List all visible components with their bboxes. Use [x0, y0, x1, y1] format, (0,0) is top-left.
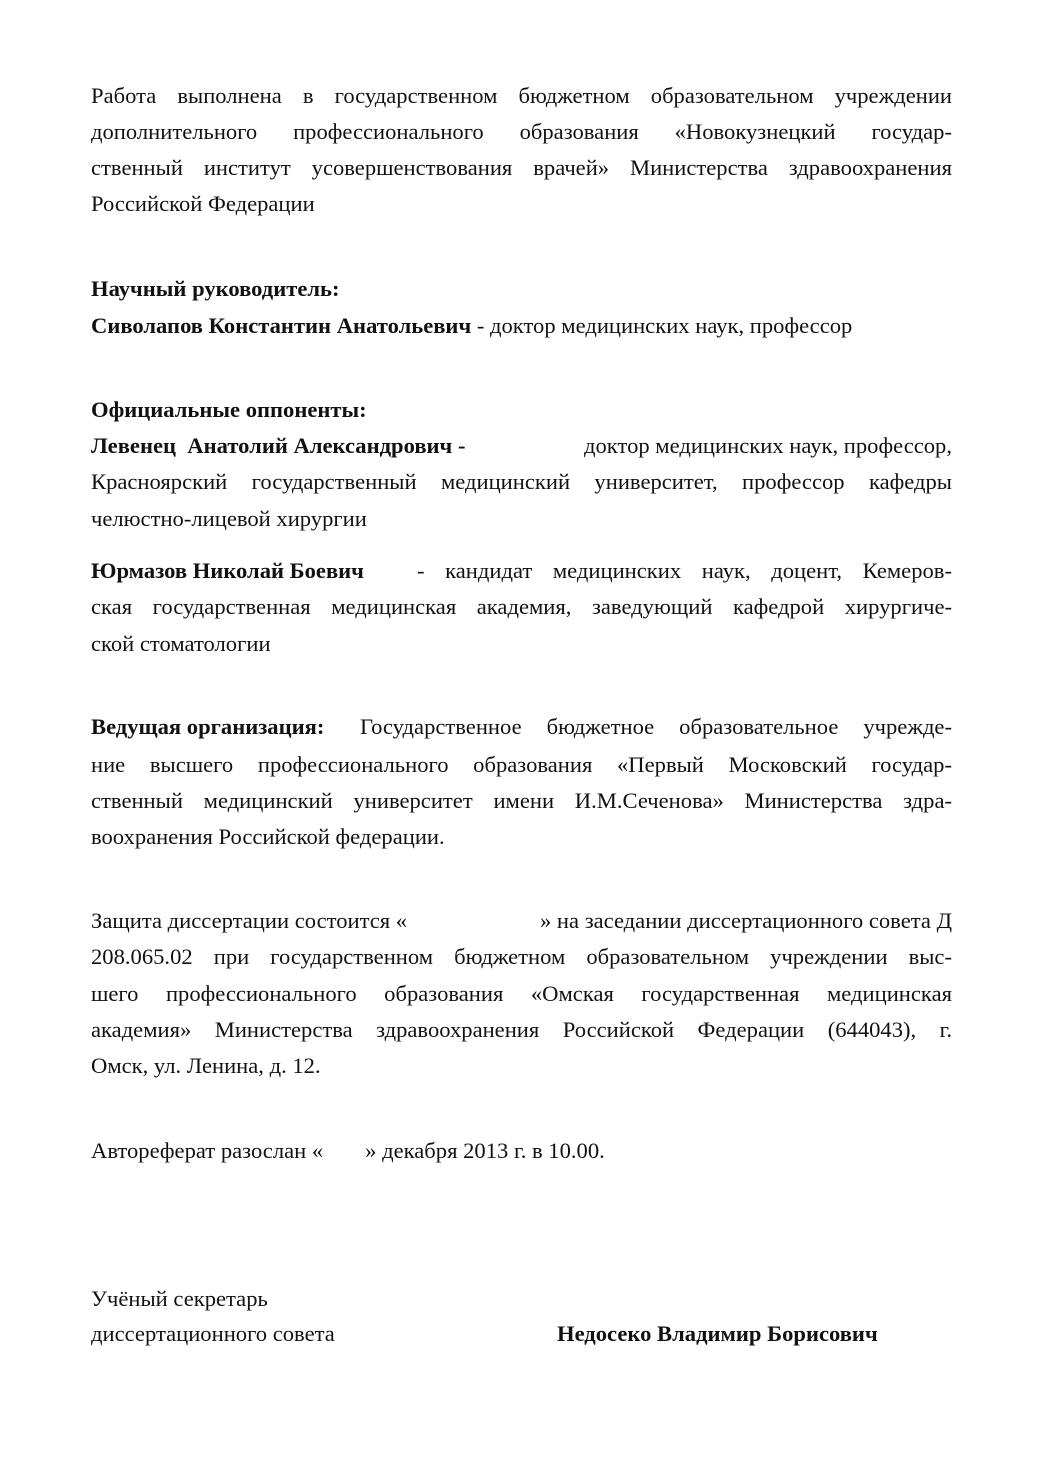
lead-org-line-1 [91, 713, 952, 741]
defense-text-b: » на заседании диссертационного совета Д [539, 908, 952, 933]
defense-line-5: Омск, ул. Ленина, д. 12. [91, 1053, 321, 1078]
lead-org-label: Ведущая организация: [91, 714, 325, 739]
defense-text-a: Защита диссертации состоится « [91, 908, 408, 933]
defense-line-3: шего профессионального образования «Омская государственная медицинская [91, 981, 952, 1006]
supervisor-heading: Научный руководитель: [91, 276, 340, 301]
affiliation-line-1: Работа выполнена в государственном бюджетном образовательном учреждении [91, 83, 952, 108]
affiliation-line-3: ственный институт усовершенствования врачей» Министерства здравоохранения [91, 155, 952, 180]
supervisor-line [91, 312, 952, 340]
opponent-1-line-2: Красноярский государственный медицинский университет, профессор кафедры [91, 469, 952, 494]
lead-org-desc: Государственное бюджетное образовательное учрежде- [360, 714, 952, 739]
affiliation-line-4: Российской Федерации [91, 191, 315, 216]
defense-line-2: 208.065.02 при государственном бюджетном образовательном учреждении выс- [91, 944, 952, 969]
opponent-1-desc: доктор медицинских наук, профессор, [584, 433, 952, 458]
lead-org-line-4: воохранения Российской федерации. [91, 824, 445, 849]
opponent-2-line-3: ской стоматологии [91, 631, 271, 656]
opponent-2-line-2: ская государственная медицинская академия, заведующий кафедрой хирургиче- [91, 594, 952, 619]
defense-line-4: академия» Министерства здравоохранения Российской Федерации (644043), г. [91, 1017, 952, 1042]
defense-line-1 [91, 907, 952, 935]
mailing-text-a: Автореферат разослан « [91, 1138, 324, 1163]
secretary-name: Недосеко Владимир Борисович [557, 1321, 878, 1346]
opponent-2-line-1 [91, 557, 952, 585]
opponent-1-line-3: челюстно-лицевой хирургии [91, 506, 367, 531]
secretary-title-line-2: диссертационного совета [91, 1321, 335, 1346]
opponents-heading: Официальные оппоненты: [91, 397, 367, 422]
opponent-1-line-1 [91, 432, 952, 460]
lead-org-line-2: ние высшего профессионального образования «Первый Московский государ- [91, 752, 952, 777]
mailing-text-b: » декабря 2013 г. в 10.00. [365, 1138, 605, 1163]
supervisor-desc: - доктор медицинских наук, профессор [471, 313, 853, 338]
affiliation-line-2: дополнительного профессионального образования «Новокузнецкий государ- [91, 119, 952, 144]
lead-org-line-3: ственный медицинский университет имени И.М.Сеченова» Министерства здра- [91, 788, 952, 813]
secretary-title-line-1: Учёный секретарь [91, 1286, 268, 1311]
opponent-2-name: Юрмазов Николай Боевич [91, 558, 364, 583]
opponent-2-desc: - кандидат медицинских наук, доцент, Кемеров- [417, 558, 952, 583]
opponent-1-name: Левенец Анатолий Александрович - [91, 433, 466, 458]
mailing-line [91, 1137, 952, 1165]
supervisor-name: Сиволапов Константин Анатольевич [91, 313, 472, 338]
